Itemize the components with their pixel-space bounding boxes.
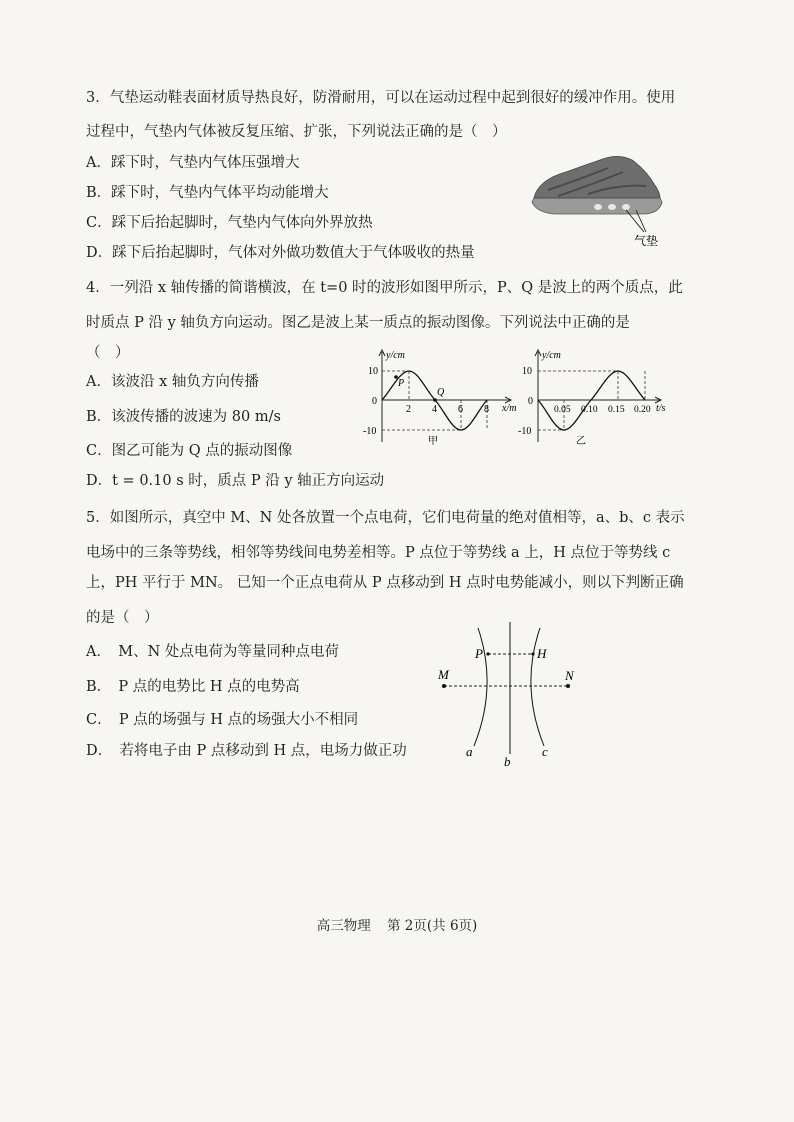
- yi-xtick-020: 0.20: [634, 405, 651, 415]
- jia-xtick-2: 2: [406, 404, 411, 415]
- q5-stem-line3: 上，PH 平行于 MN。 已知一个正点电荷从 P 点移动到 H 点时电势能减小，则以下判断正确: [86, 575, 684, 591]
- jia-xtick-6: 6: [458, 404, 463, 415]
- yi-ylabel: y/cm: [542, 350, 561, 361]
- label-h: H: [537, 646, 547, 661]
- q5-option-d: D． 若将电子由 P 点移动到 H 点，电场力做正功: [86, 743, 407, 759]
- footer-page-number: 第 2页(共 6页): [387, 918, 478, 934]
- jia-label-q: Q: [437, 387, 445, 398]
- jia-caption: 甲: [428, 436, 438, 447]
- jia-ytick-neg10: -10: [363, 426, 377, 437]
- q3-stem-line1: 3．气垫运动鞋表面材质导热良好，防滑耐用，可以在运动过程中起到很好的缓冲作用。使用: [86, 90, 676, 106]
- label-b: b: [504, 754, 511, 769]
- yi-ytick-0: 0: [528, 396, 533, 407]
- yi-xtick-010: 0.10: [581, 405, 598, 415]
- air-cushion-3: [622, 204, 630, 210]
- q4-stem-line3: （ ）: [86, 345, 130, 361]
- label-c: c: [542, 744, 548, 759]
- q5-option-b: B． P 点的电势比 H 点的电势高: [86, 679, 300, 695]
- q4-stem-line2: 时质点 P 沿 y 轴负方向运动。图乙是波上某一质点的振动图像。下列说法中正确的是: [86, 315, 630, 331]
- air-cushion-1: [594, 204, 602, 210]
- wave-graph-jia: [360, 346, 530, 450]
- point-p: [486, 652, 489, 655]
- jia-xlabel: x/m: [502, 403, 517, 414]
- yi-xtick-015: 0.15: [608, 405, 625, 415]
- shoe-label: 气垫: [634, 234, 659, 248]
- q3-option-d: D．踩下后抬起脚时，气体对外做功数值大于气体吸收的热量: [86, 245, 475, 261]
- q3-stem-line2: 过程中，气垫内气体被反复压缩、扩张，下列说法正确的是（ ）: [86, 124, 507, 140]
- yi-caption: 乙: [576, 436, 586, 447]
- q5-option-c: C． P 点的场强与 H 点的场强大小不相同: [86, 712, 359, 728]
- page-footer: [0, 914, 794, 934]
- jia-ytick-0: 0: [372, 396, 377, 407]
- q5-stem-line4: 的是（ ）: [86, 610, 159, 626]
- label-m: M: [438, 667, 449, 682]
- q3-option-b: B．踩下时，气垫内气体平均动能增大: [86, 185, 329, 201]
- q3-option-c: C．踩下后抬起脚时，气垫内气体向外界放热: [86, 215, 373, 231]
- yi-ytick-neg10: -10: [518, 426, 532, 437]
- jia-point-q: [433, 398, 437, 402]
- footer-subject: 高三物理: [316, 918, 371, 934]
- vibration-graph-yi: [510, 346, 680, 450]
- q5-option-a: A． M、N 处点电荷为等量同种点电荷: [86, 644, 339, 660]
- jia-ylabel: y/cm: [386, 350, 405, 361]
- q5-stem-line2: 电场中的三条等势线，相邻等势线间电势差相等。P 点位于等势线 a 上，H 点位于等势线 c: [86, 545, 671, 561]
- equipotential-figure: [430, 618, 590, 770]
- label-p: P: [475, 646, 483, 661]
- label-a: a: [466, 744, 473, 759]
- jia-xtick-4: 4: [432, 404, 437, 415]
- charge-m: [442, 684, 446, 688]
- jia-ytick-10: 10: [368, 366, 378, 377]
- charge-n: [566, 684, 570, 688]
- shoe-figure: [528, 150, 668, 250]
- air-cushion-2: [608, 204, 616, 210]
- yi-xtick-005: 0.05: [554, 405, 571, 415]
- label-n: N: [565, 668, 574, 683]
- q4-stem-line1: 4．一列沿 x 轴传播的简谐横波，在 t=0 时的波形如图甲所示，P、Q 是波上的两个质点，此: [86, 280, 683, 296]
- yi-ytick-10: 10: [522, 366, 532, 377]
- q4-option-b: B．该波传播的波速为 80 m/s: [86, 409, 281, 425]
- q4-option-d: D．t = 0.10 s 时，质点 P 沿 y 轴正方向运动: [86, 473, 385, 489]
- jia-label-p: P: [398, 378, 405, 389]
- yi-xlabel: t/s: [656, 403, 666, 414]
- q5-stem-line1: 5．如图所示，真空中 M、N 处各放置一个点电荷，它们电荷量的绝对值相等，a、b、c 表示: [86, 510, 685, 526]
- q4-option-c: C．图乙可能为 Q 点的振动图像: [86, 443, 293, 459]
- q3-option-a: A．踩下时，气垫内气体压强增大: [86, 155, 300, 171]
- point-h: [531, 652, 534, 655]
- q4-option-a: A．该波沿 x 轴负方向传播: [86, 374, 259, 390]
- jia-xtick-8: 8: [484, 404, 489, 415]
